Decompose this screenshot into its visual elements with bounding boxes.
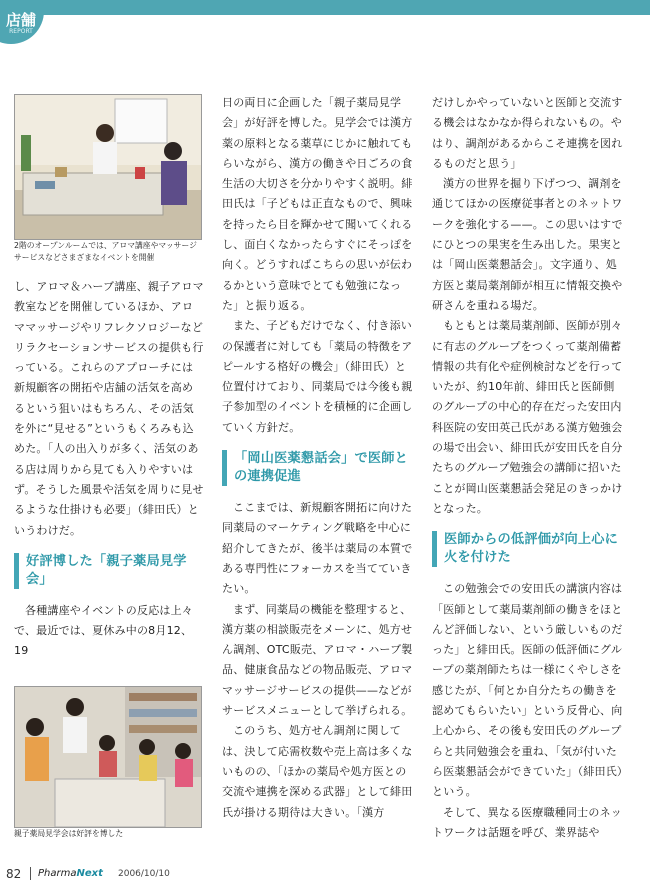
open-room-photo [14,94,202,240]
col3-subheading: 医師からの低評価が向上心に火を付けた [432,531,624,567]
column-1 [14,277,204,662]
col3-paragraph-4: この勉強会での安田氏の講演内容は「医師として薬局薬剤師の働きをほとんど評価しない、という厳しいものだった」と緋田氏。医師の低評価にグループの薬剤師たちは一様にくやしさを感じたが、「何とか自分たちの働きを認めてもらいたい」という反骨心、向上心から、その後も安田氏のグループらと共同勉強会を重ね、「気が付いたら医薬懇話会ができていた」（緋田氏）という。 [432,582,623,799]
col2-paragraph-4: まず、同薬局の機能を整理すると、漢方薬の相談販売をメーンに、処方せん調剤、OTC販売、アロマ・ハーブ製品、健康食品などの物品販売、アロママッサージサービスの提供——などがサービスメニューとして挙げられる。 [222,602,413,718]
col2-paragraph-2: また、子どもだけでなく、付き添いの保護者に対しても「薬局の特徴をアピールする格好の機会」（緋田氏）と位置付けており、同薬局では今後も親子参加型のイベントを積極的に企画していく方針だ。 [222,319,413,434]
magazine-brand [38,868,103,879]
brand-part-2: Next [76,868,103,879]
col1-paragraph-2: 各種講座やイベントの反応は上々で、最近では、夏休み中の8月12、19 [14,603,193,658]
kids-tour-illustration [15,687,201,827]
col1-paragraph-1: し、アロマ＆ハーブ講座、親子アロマ教室などを開催しているほか、アロママッサージやリフレクソロジーなどリラクセーションサービスの提供も行っている。これらのアプローチには新規顧客の開拓や店舗の活気を高めるという狙いはもちろん、その活気を外に“見せる”というもくろみも込めた。「人の出入りが多く、活気のある店は周りから見ても入りやすいはず。そうした風景や活気を周りに見せるような仕掛けも必要」（緋田氏）というわけだ。 [14,280,204,537]
kids-tour-photo [14,686,202,828]
header-band [0,0,650,15]
col1-subheading: 好評博した「親子薬局見学会」 [14,553,204,589]
col2-paragraph-5: このうち、処方せん調剤に関しては、決して応需枚数や売上高は多くないものの、「ほかの薬局や処方医との交流や連携を深める武器」として緋田氏が掛ける期待は大きい。「漢方 [222,724,413,819]
issue-date: 2006/10/10 [118,869,170,879]
column-3 [432,93,624,843]
footer-divider [30,867,31,880]
brand-part-1: Pharma [38,868,77,879]
section-tab-label: 店舗 [5,11,36,29]
column-2 [222,93,414,823]
col2-paragraph-1: 日の両日に企画した「親子薬局見学会」が好評を博した。見学会では漢方薬の原料となる薬草にじかに触れてもらいながら、漢方の働きや日ごろの食生活の大切さを分かりやすく説明。緋田氏は「子どもは正直なもので、興味を持ったら目を輝かせて聞いてくれるし、面白くなかったらすぐにそっぽを向く。どうすればこちらの思いが伝わるかという意味でとても勉強になった」と振り返る。 [222,96,413,312]
page-number: 82 [6,867,22,881]
col3-paragraph-5: そして、異なる医療職種同士のネットワークは話題を呼び、業界誌や [432,805,622,839]
kids-tour-caption: 親子薬局見学会は好評を博した [14,829,124,838]
col3-paragraph-1: だけしかやっていないと医師と交流する機会はなかなか得られないもの。やはり、調剤があるからこそ連携を図れるものだと思う」 [432,96,623,170]
open-room-caption: 2階のオープンルームでは、アロマ講座やマッサージサービスなどさまざまなイベントを開催 [14,241,197,262]
col2-subheading: 「岡山医薬懇話会」で医師との連携促進 [222,450,414,486]
section-tab-sublabel: REPORT [9,28,33,35]
open-room-illustration [15,95,201,239]
col3-paragraph-3: もともとは薬局薬剤師、医師が別々に有志のグループをつくって薬剤備蓄情報の共有化や症例検討などを行っていたが、約10年前、緋田氏と医師側のグループの中心的存在だった安田内科医院の安田英己氏がある漢方勉強会の場で出会い、緋田氏が安田氏を自分たちのグループ勉強会の講師に招いたことが岡山医薬懇話会発足のきっかけとなった。 [432,319,623,515]
col2-paragraph-3: ここまでは、新規顧客開拓に向けた同薬局のマーケティング戦略を中心に紹介してきたが、後半は薬局の本質である専門性にフォーカスを当てていきたい。 [222,501,413,596]
col3-paragraph-2: 漢方の世界を掘り下げつつ、調剤を通じてほかの医療従事者とのネットワークを強化する——。この思いはすでにひとつの果実を生み出した。果実とは「岡山医薬懇話会」。文字通り、処方医と薬局薬剤師が相互に情報交換や研さんを重ねる場だ。 [432,177,623,312]
